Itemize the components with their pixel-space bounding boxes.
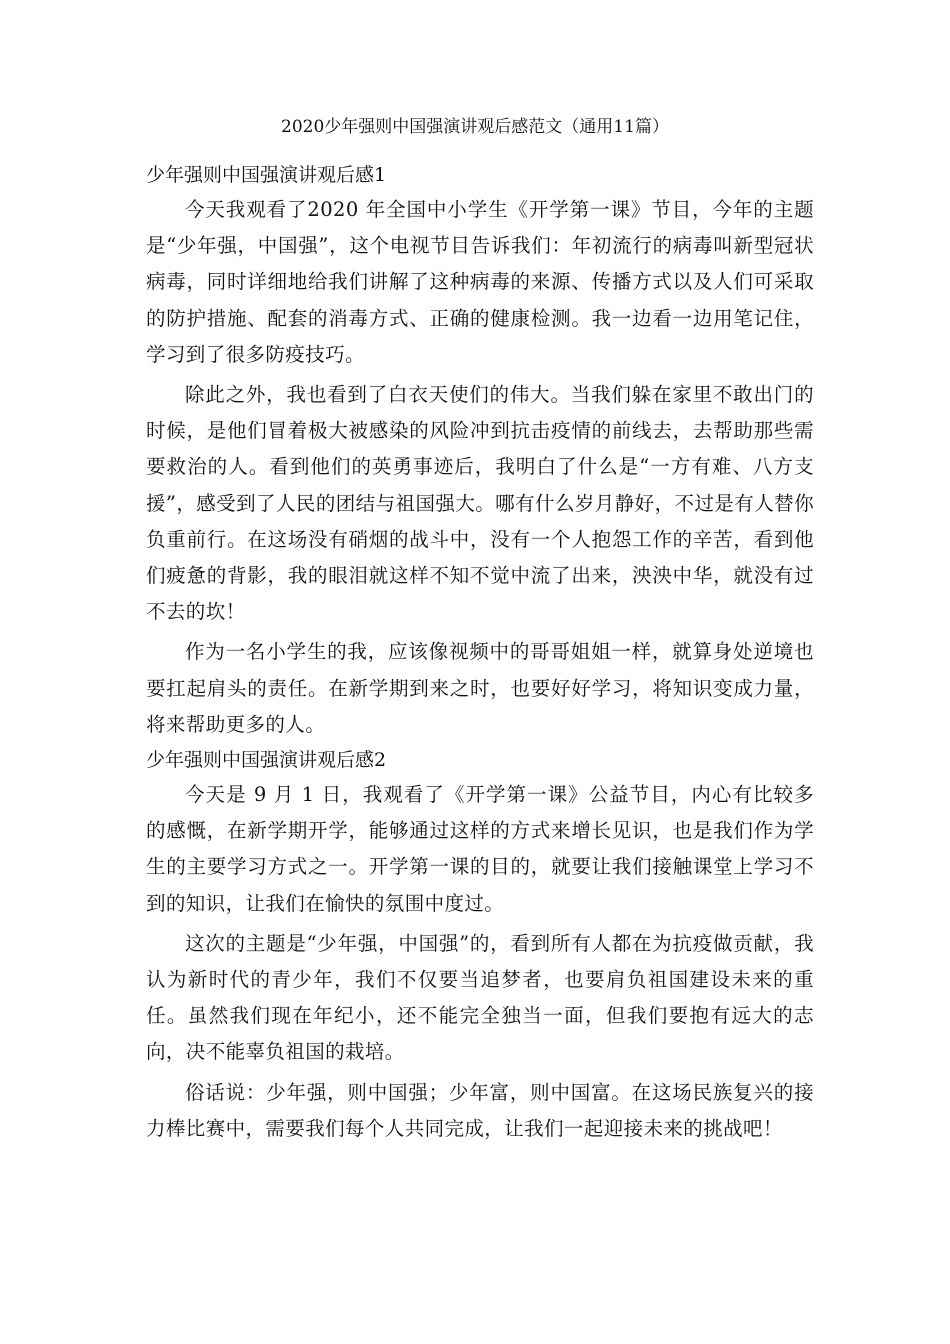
section-heading: 少年强则中国强演讲观后感1 <box>146 164 387 186</box>
paragraph: 除此之外，我也看到了白衣天使们的伟大。当我们躲在家里不敢出门的时候，是他们冒着极大被感染的风险冲到抗击疫情的前线去，去帮助那些需要救治的人。看到他们的英勇事迹后，我明白了什么是“一方有难、八方支援”，感受到了人民的团结与祖国强大。哪有什么岁月静好，不过是有人替你负重前行。在这场没有硝烟的战斗中，没有一个人抱怨工作的辛苦，看到他们疲惫的背影，我的眼泪就这样不知不觉中流了出来，泱泱中华，就没有过不去的坎！ <box>146 383 814 624</box>
section-heading: 少年强则中国强演讲观后感2 <box>146 749 387 772</box>
document-title: 2020少年强则中国强演讲观后感范文（通用11篇） <box>281 117 669 137</box>
paragraph: 这次的主题是“少年强，中国强”的，看到所有人都在为抗疫做贡献，我认为新时代的青少年，我们不仅要当追梦者，也要肩负祖国建设未来的重任。虽然我们现在年纪小，还不能完全独当一面，但我们要抱有远大的志向，决不能辜负祖国的栽培。 <box>146 931 814 1064</box>
paragraph: 作为一名小学生的我，应该像视频中的哥哥姐姐一样，就算身处逆境也要扛起肩头的责任。在新学期到来之时，也要好好学习，将知识变成力量，将来帮助更多的人。 <box>146 640 814 736</box>
section-1 <box>146 158 814 743</box>
section-2 <box>146 743 814 1147</box>
paragraph: 俗话说：少年强，则中国强；少年富，则中国富。在这场民族复兴的接力棒比赛中，需要我们每个人共同完成，让我们一起迎接未来的挑战吧！ <box>146 1080 814 1140</box>
paragraph: 今天我观看了2020 年全国中小学生《开学第一课》节目，今年的主题是“少年强，中国强”，这个电视节目告诉我们：年初流行的病毒叫新型冠状病毒，同时详细地给我们讲解了这种病毒的来源、传播方式以及人们可采取的防护措施、配套的消毒方式、正确的健康检测。我一边看一边用笔记住，学习到了很多防疫技巧。 <box>146 198 814 366</box>
document-body <box>146 158 814 1147</box>
paragraph: 今天是 9 月 1 日，我观看了《开学第一课》公益节目，内心有比较多的感慨，在新学期开学，能够通过这样的方式来增长见识，也是我们作为学生的主要学习方式之一。开学第一课的目的，就要让我们接触课堂上学习不到的知识，让我们在愉快的氛围中度过。 <box>146 783 814 915</box>
